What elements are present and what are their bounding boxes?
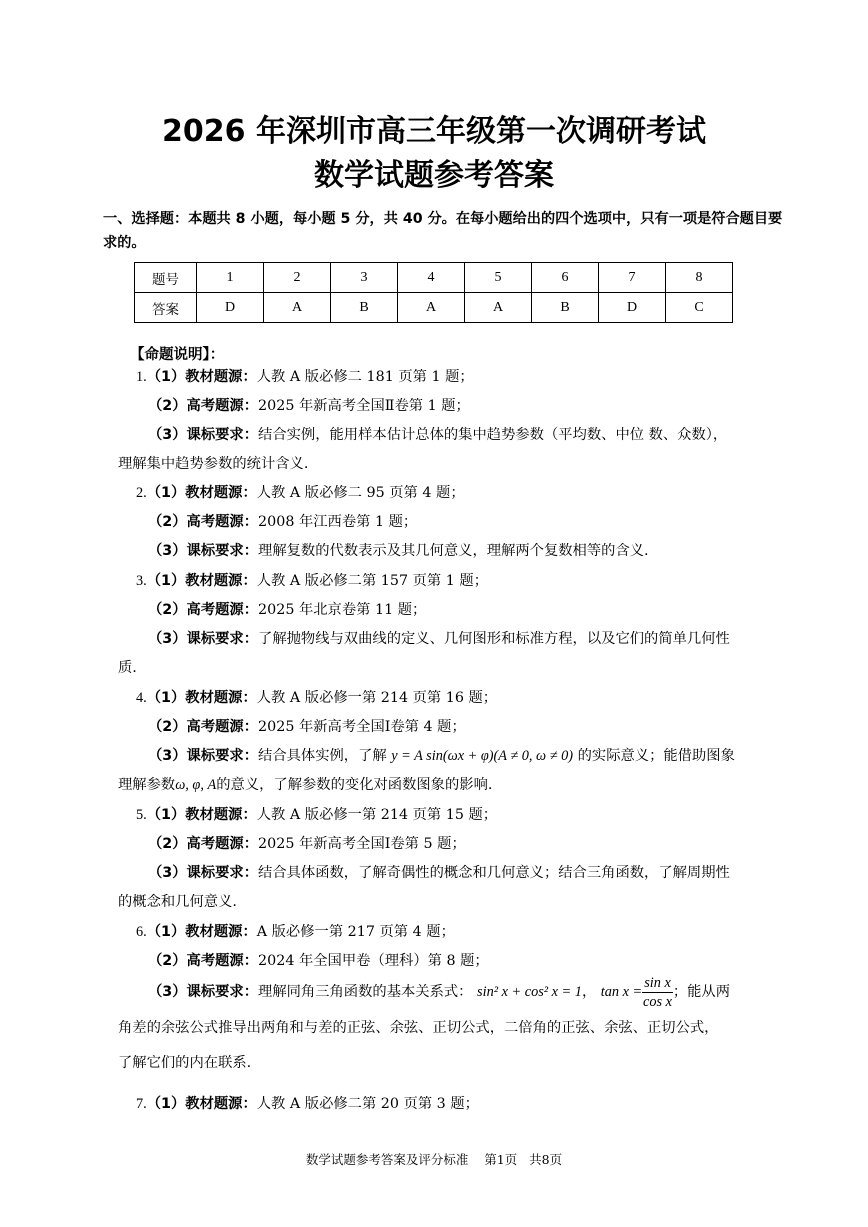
page-title-line2: 数学试题参考答案 (314, 158, 554, 193)
item-1-standard-cont: 理解集中趋势参数的统计含义. (118, 456, 309, 472)
item-6-standard-cont: 角差的余弦公式推导出两角和与差的正弦、余弦、正切公式，二倍角的正弦、余弦、正切公式， (118, 1020, 719, 1036)
item-5-exam: （2）高考题源：2025 年新高考全国Ⅰ卷第 5 题； (148, 836, 466, 852)
table-cell-number: 1 (197, 263, 264, 293)
page-title-line1: 2026 年深圳市高三年级第一次调研考试 (162, 114, 706, 149)
item-1-standard: （3）课标要求：结合实例，能用样本估计总体的集中趋势参数（平均数、中位 数、众数）， (148, 427, 728, 443)
table-cell-number: 8 (666, 263, 733, 293)
table-header-answer: 答案 (135, 293, 197, 323)
table-cell-answer: A (264, 293, 331, 323)
item-4-textbook: 4.（1）教材题源：人教 A 版必修一第 214 页第 16 题； (136, 690, 498, 706)
table-cell-number: 2 (264, 263, 331, 293)
item-5-standard-cont: 的概念和几何意义. (118, 894, 237, 910)
table-cell-answer: B (331, 293, 398, 323)
table-cell-answer: C (666, 293, 733, 323)
item-6-textbook: 6.（1）教材题源：A 版必修一第 217 页第 4 题； (136, 924, 455, 940)
table-cell-answer: D (197, 293, 264, 323)
item-3-standard: （3）课标要求：了解抛物线与双曲线的定义、几何图形和标准方程，以及它们的简单几何性 (148, 631, 730, 647)
table-cell-number: 7 (599, 263, 666, 293)
tan-fraction: $\frac{\text{sin x}}{\text{cos x}}$ (643, 974, 672, 1010)
table-cell-number: 4 (398, 263, 465, 293)
table-row-answers (135, 293, 733, 323)
item-3-standard-cont: 质. (118, 660, 137, 676)
item-5-textbook: 5.（1）教材题源：人教 A 版必修一第 214 页第 15 题； (136, 807, 498, 823)
item-6-standard: （3）课标要求：理解同角三角函数的基本关系式： sin² x + cos² x = 1， tan x = $\frac{\text{sin x}}{\text{cos x}}$ ；能从两 (148, 974, 730, 1010)
item-4-standard: （3）课标要求：结合具体实例，了解 y = A sin(ωx + φ)(A ≠ 0, ω ≠ 0) 的实际意义；能借助图象 (148, 748, 735, 764)
table-cell-answer: A (398, 293, 465, 323)
item-5-standard: （3）课标要求：结合具体函数，了解奇偶性的概念和几何意义；结合三角函数，了解周期性 (148, 865, 730, 881)
item-2-exam: （2）高考题源：2008 年江西卷第 1 题； (148, 514, 418, 530)
table-row-numbers (135, 263, 733, 293)
item-3-exam: （2）高考题源：2025 年北京卷第 11 题； (148, 602, 427, 618)
table-cell-answer: A (465, 293, 532, 323)
item-4-standard-cont: 理解参数ω, φ, A的意义，了解参数的变化对函数图象的影响. (118, 777, 493, 793)
item-7-textbook: 7.（1）教材题源：人教 A 版必修二第 20 页第 3 题； (136, 1096, 479, 1112)
table-cell-answer: B (532, 293, 599, 323)
item-3-textbook: 3.（1）教材题源：人教 A 版必修二第 157 页第 1 题； (136, 573, 489, 589)
item-1-exam: （2）高考题源：2025 年新高考全国Ⅱ卷第 1 题； (148, 398, 470, 414)
item-1-textbook: 1.（1）教材题源：人教 A 版必修二 181 页第 1 题； (136, 369, 474, 385)
table-cell-number: 6 (532, 263, 599, 293)
table-cell-number: 5 (465, 263, 532, 293)
table-cell-answer: D (599, 293, 666, 323)
item-6-standard-cont-2: 了解它们的内在联系. (118, 1055, 252, 1071)
item-4-exam: （2）高考题源：2025 年新高考全国Ⅰ卷第 4 题； (148, 719, 466, 735)
section-heading: 一、选择题：本题共 8 小题，每小题 5 分，共 40 分。在每小题给出的四个选项中，只有一项是符合题目要求的。 (103, 211, 783, 251)
answer-table (134, 262, 733, 323)
note-title: 【命题说明】： (130, 347, 225, 363)
table-header-number: 题号 (135, 263, 197, 293)
item-2-textbook: 2.（1）教材题源：人教 A 版必修二 95 页第 4 题； (136, 485, 465, 501)
table-cell-number: 3 (331, 263, 398, 293)
page-footer: 数学试题参考答案及评分标准 第1页 共8页 (305, 1152, 563, 1167)
item-2-standard: （3）课标要求：理解复数的代数表示及其几何意义，理解两个复数相等的含义. (148, 543, 649, 559)
item-6-exam: （2）高考题源：2024 年全国甲卷（理科）第 8 题； (148, 953, 489, 969)
